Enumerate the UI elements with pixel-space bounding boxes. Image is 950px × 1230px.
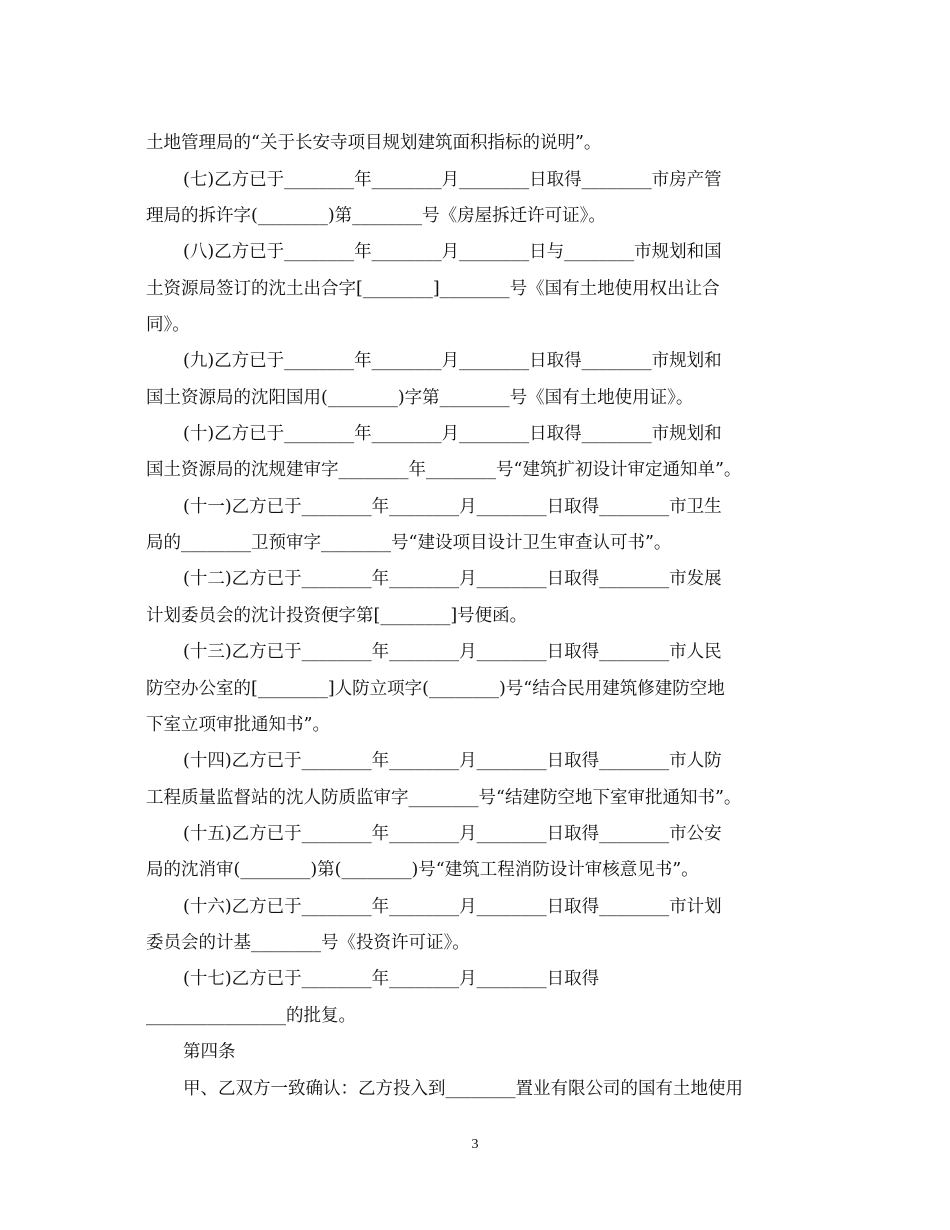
paragraph-line: 土地管理局的“关于长安寺项目规划建筑面积指标的说明”。 [146, 133, 602, 153]
clause-11-line-2: 局的________卫预审字________号“建设项目设计卫生审查认可书”。 [146, 533, 672, 553]
clause-14-line-2: 工程质量监督站的沈人防质监审字________号“结建防空地下室审批通知书”。 [146, 788, 742, 808]
clause-8-line-2: 土资源局签订的沈土出合字[________]________号《国有土地使用权出让合 [146, 279, 720, 299]
clause-7-line-1: (七)乙方已于________年________月________日取得________市房产管 [183, 170, 722, 190]
clause-11-line-1: (十一)乙方已于________年________月________日取得________市卫生 [183, 497, 722, 517]
clause-7-line-2: 理局的拆许字(________)第________号《房屋拆迁许可证》。 [146, 206, 606, 226]
clause-13-line-3: 下室立项审批通知书”。 [146, 715, 330, 735]
clause-8-line-3: 同》。 [146, 315, 190, 335]
clause-13-line-2: 防空办公室的[________]人防立项字(________)号“结合民用建筑修建防空地 [146, 679, 725, 699]
page-number: 3 [471, 1137, 479, 1152]
clause-9-line-1: (九)乙方已于________年________月________日取得________市规划和 [183, 351, 722, 371]
clause-10-line-2: 国土资源局的沈规建审字________年________号“建筑扩初设计审定通知单”。 [146, 460, 742, 480]
clause-15-line-2: 局的沈消审(________)第(________)号“建筑工程消防设计审核意见书”。 [146, 860, 699, 880]
clause-17-line-2: ________________的批复。 [146, 1006, 356, 1026]
clause-17-line-1: (十七)乙方已于________年________月________日取得 [183, 969, 600, 989]
article-heading: 第四条 [183, 1042, 236, 1062]
clause-16-line-2: 委员会的计基________号《投资许可证》。 [146, 933, 470, 953]
clause-10-line-1: (十)乙方已于________年________月________日取得________市规划和 [183, 424, 722, 444]
clause-14-line-1: (十四)乙方已于________年________月________日取得________市人防 [183, 751, 722, 771]
clause-9-line-2: 国土资源局的沈阳国用(________)字第________号《国有土地使用证》。 [146, 388, 694, 408]
clause-15-line-1: (十五)乙方已于________年________月________日取得________市公安 [183, 824, 722, 844]
clause-13-line-1: (十三)乙方已于________年________月________日取得________市人民 [183, 642, 722, 662]
clause-12-line-1: (十二)乙方已于________年________月________日取得________市发展 [183, 569, 722, 589]
clause-16-line-1: (十六)乙方已于________年________月________日取得________市计划 [183, 897, 722, 917]
clause-12-line-2: 计划委员会的沈计投资便字第[________]号便函。 [146, 606, 528, 626]
article-4-line-1: 甲、乙双方一致确认：乙方投入到________置业有限公司的国有土地使用 [183, 1079, 743, 1099]
clause-8-line-1: (八)乙方已于________年________月________日与________市规划和国 [183, 242, 722, 262]
